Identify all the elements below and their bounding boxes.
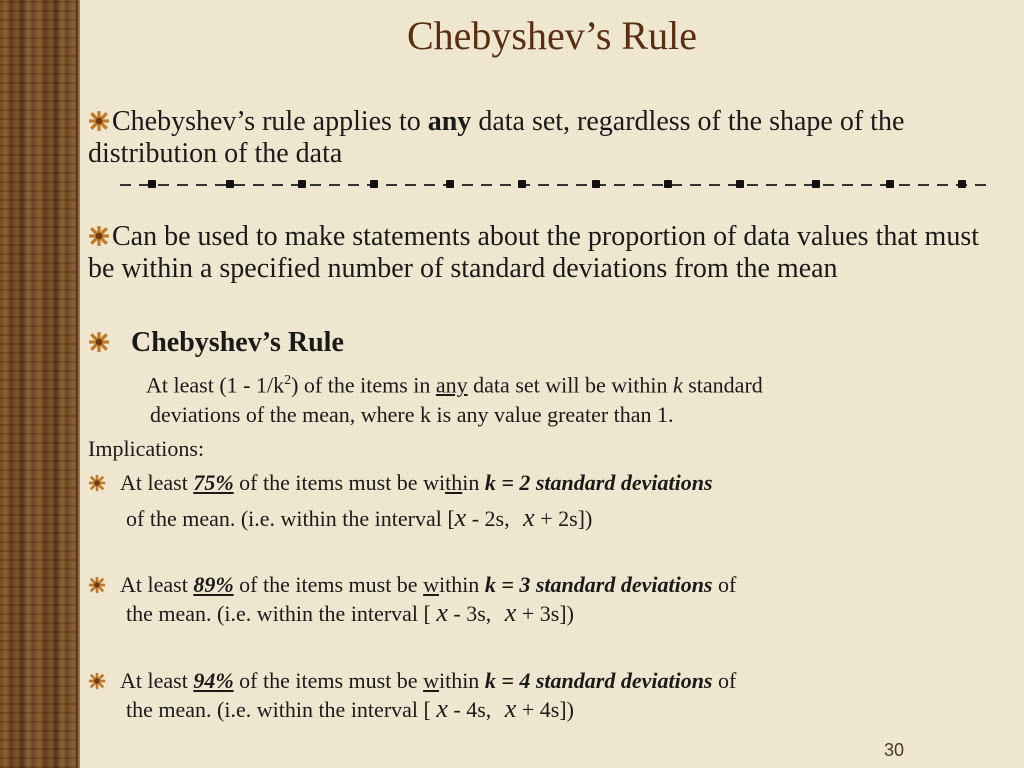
rule-k: k bbox=[672, 372, 683, 398]
imp-percent: 75% bbox=[193, 470, 234, 495]
interval-text: + 4s]) bbox=[516, 697, 574, 722]
separator-dot bbox=[958, 180, 966, 188]
imp-text: in bbox=[462, 470, 485, 495]
x-bar-symbol: x bbox=[504, 694, 517, 723]
rule-text-c: data set will be within bbox=[467, 372, 673, 398]
separator-dot bbox=[886, 180, 894, 188]
page-number: 30 bbox=[883, 740, 904, 760]
separator-dot bbox=[446, 180, 454, 188]
x-bar-symbol: x bbox=[454, 503, 467, 532]
imp-k: k = 4 bbox=[484, 668, 531, 693]
rule-text-b: ) of the items in bbox=[291, 372, 436, 398]
rule-heading: Chebyshev’s Rule bbox=[131, 327, 344, 358]
implication-3 bbox=[88, 668, 736, 694]
interval-text: - 3s, bbox=[447, 601, 497, 626]
separator-dot bbox=[812, 180, 820, 188]
bullet-1-text-a: Chebyshev’s rule applies to bbox=[112, 106, 428, 137]
interval-text: - 2s, bbox=[466, 506, 516, 531]
asterisk-bullet-icon bbox=[88, 110, 110, 132]
imp-sd: standard deviations bbox=[530, 668, 713, 693]
asterisk-bullet-icon bbox=[88, 331, 110, 353]
separator-dot bbox=[592, 180, 600, 188]
imp-text-underline: th bbox=[445, 470, 463, 495]
rule-text-a: At least (1 - 1/k bbox=[146, 372, 285, 398]
asterisk-bullet-icon bbox=[88, 576, 106, 594]
interval-text: the mean. (i.e. within the interval [ bbox=[126, 697, 437, 722]
imp-trail: of bbox=[712, 572, 737, 597]
bullet-1 bbox=[88, 106, 994, 170]
imp-k: k = 3 bbox=[484, 572, 531, 597]
rule-superscript: 2 bbox=[284, 373, 292, 388]
imp-text: of the items must be wi bbox=[233, 470, 446, 495]
implication-2 bbox=[88, 572, 736, 598]
bullet-2-text: Can be used to make statements about the proportion of data values that must be within a specified number of standard deviations from the mean bbox=[88, 221, 980, 284]
imp-trail: of bbox=[712, 668, 737, 693]
imp-at-least: At least bbox=[120, 470, 194, 495]
interval-text: of the mean. (i.e. within the interval [ bbox=[126, 506, 455, 531]
asterisk-bullet-icon bbox=[88, 225, 110, 247]
imp-sd: standard deviations bbox=[530, 470, 713, 495]
separator-dot bbox=[226, 180, 234, 188]
slide-title: Chebyshev’s Rule bbox=[407, 13, 697, 58]
separator-dot bbox=[664, 180, 672, 188]
imp-percent: 94% bbox=[193, 668, 234, 693]
bullet-1-emph: any bbox=[427, 106, 472, 137]
implication-1 bbox=[88, 470, 713, 496]
imp-text-underline: w bbox=[423, 668, 439, 693]
implication-1-interval bbox=[126, 505, 592, 532]
rule-text-d: standard bbox=[682, 372, 763, 398]
rule-statement-line2: deviations of the mean, where k is any value greater than 1. bbox=[150, 402, 674, 427]
rule-any: any bbox=[435, 372, 468, 398]
separator-dot bbox=[148, 180, 156, 188]
imp-at-least: At least bbox=[120, 668, 194, 693]
interval-text: + 2s]) bbox=[534, 506, 593, 531]
separator-dot bbox=[518, 180, 526, 188]
imp-text: ithin bbox=[438, 572, 485, 597]
separator-dot bbox=[298, 180, 306, 188]
imp-text: ithin bbox=[438, 668, 485, 693]
implication-2-interval bbox=[126, 600, 574, 627]
asterisk-bullet-icon bbox=[88, 474, 106, 492]
separator-dot bbox=[370, 180, 378, 188]
bullet-2 bbox=[88, 221, 994, 285]
x-bar-symbol: x bbox=[436, 598, 448, 627]
imp-at-least: At least bbox=[120, 572, 194, 597]
asterisk-bullet-icon bbox=[88, 672, 106, 690]
imp-text: of the items must be bbox=[233, 668, 424, 693]
rule-statement-line1 bbox=[146, 368, 763, 398]
bullet-1-text-b: data set, regardless of the shape of the distribution of the data bbox=[88, 106, 905, 169]
implication-3-interval bbox=[126, 696, 574, 723]
separator-dot bbox=[736, 180, 744, 188]
interval-text: + 3s]) bbox=[516, 601, 574, 626]
dashed-separator bbox=[120, 184, 990, 186]
imp-sd: standard deviations bbox=[530, 572, 713, 597]
x-bar-symbol: x bbox=[504, 598, 517, 627]
interval-text: the mean. (i.e. within the interval [ bbox=[126, 601, 437, 626]
wood-border bbox=[0, 0, 76, 768]
imp-percent: 89% bbox=[193, 572, 234, 597]
implications-label: Implications: bbox=[88, 436, 205, 461]
imp-k: k = 2 bbox=[484, 470, 531, 495]
imp-text-underline: w bbox=[423, 572, 439, 597]
x-bar-symbol: x bbox=[436, 694, 448, 723]
interval-text: - 4s, bbox=[447, 697, 497, 722]
x-bar-symbol: x bbox=[523, 503, 535, 532]
bullet-3 bbox=[88, 327, 994, 359]
imp-text: of the items must be bbox=[233, 572, 424, 597]
